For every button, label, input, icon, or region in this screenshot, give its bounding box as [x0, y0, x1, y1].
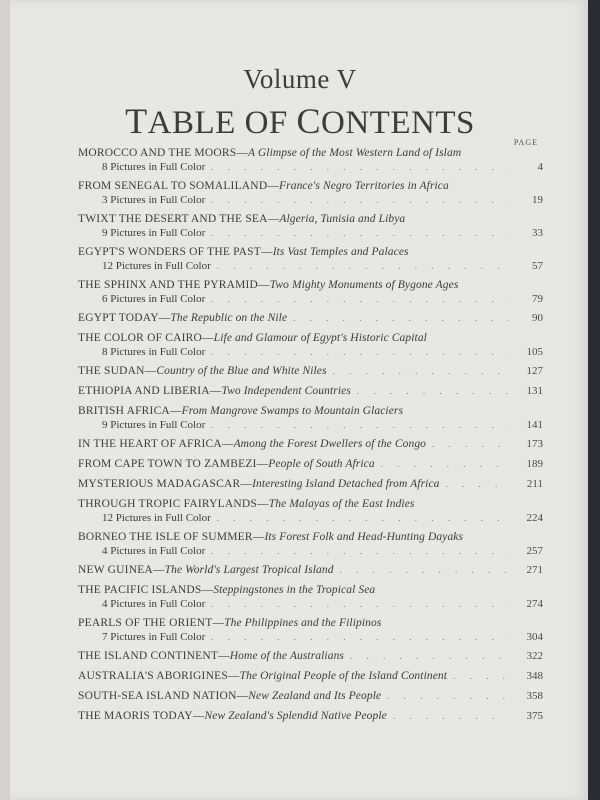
- leader-dots: [333, 364, 509, 378]
- title-initial-c: C: [296, 101, 322, 141]
- leader-dots: [211, 418, 509, 432]
- em-dash: —: [240, 478, 253, 490]
- em-dash: —: [236, 147, 249, 159]
- leader-dots: [211, 226, 509, 240]
- toc-entry: [78, 278, 543, 306]
- chapter-subtitle: Country of the Blue and White Niles: [156, 365, 327, 377]
- chapter-title: THE PACIFIC ISLANDS: [78, 584, 202, 596]
- chapter-title: BORNEO THE ISLE OF SUMMER: [78, 531, 253, 543]
- em-dash: —: [202, 332, 214, 344]
- page-number: 189: [526, 458, 543, 470]
- chapter-title: AUSTRALIA'S ABORIGINES: [78, 670, 228, 682]
- em-dash: —: [192, 710, 205, 722]
- page-number: 257: [526, 545, 543, 557]
- toc-heading-line: [78, 477, 543, 491]
- chapter-title: FROM CAPE TOWN TO ZAMBEZI: [78, 458, 257, 470]
- toc-entry: [78, 384, 543, 398]
- page-number: 19: [532, 194, 543, 206]
- leader-dots: [211, 630, 509, 644]
- chapter-subtitle: Algeria, Tunisia and Libya: [279, 213, 406, 225]
- toc-heading-line: [78, 583, 543, 597]
- toc-entry: [78, 709, 543, 723]
- toc-heading-line: [78, 311, 543, 325]
- chapter-title: THE MAORIS TODAY: [78, 710, 193, 722]
- toc-entry: [78, 563, 543, 577]
- chapter-title: THE SPHINX AND THE PYRAMID: [78, 279, 259, 291]
- toc-pictures-line: [78, 511, 543, 525]
- chapter-title: SOUTH-SEA ISLAND NATION: [78, 690, 237, 702]
- chapter-title: IN THE HEART OF AFRICA: [78, 438, 222, 450]
- page-number: 57: [532, 260, 543, 272]
- toc-heading-line: [78, 649, 543, 663]
- title-part-ontents: ONTENTS: [321, 105, 475, 141]
- page-number: 173: [526, 438, 543, 450]
- page-number: 90: [532, 312, 543, 324]
- chapter-title: MOROCCO AND THE MOORS: [78, 147, 237, 159]
- page-number: 271: [526, 564, 543, 576]
- toc-heading-line: [78, 245, 543, 259]
- chapter-subtitle: Among the Forest Dwellers of the Congo: [233, 438, 427, 450]
- leader-dots: [211, 597, 509, 611]
- leader-dots: [340, 563, 509, 577]
- chapter-subtitle: The Philippines and the Filipinos: [224, 617, 382, 629]
- volume-heading: Volume V: [243, 64, 357, 94]
- page-number: 358: [526, 690, 543, 702]
- chapter-title: ETHIOPIA AND LIBERIA: [78, 385, 210, 397]
- toc-entry: [78, 331, 543, 359]
- page-column-label: PAGE: [513, 138, 538, 147]
- chapter-subtitle: The World's Largest Tropical Island: [164, 564, 334, 576]
- toc-entry: [78, 179, 543, 207]
- toc-heading-line: [78, 616, 543, 630]
- toc-heading-line: [78, 146, 543, 160]
- chapter-subtitle: France's Negro Territories in Africa: [279, 180, 449, 192]
- pictures-note: 7 Pictures in Full Color: [102, 631, 206, 643]
- toc-pictures-line: [78, 345, 543, 359]
- chapter-subtitle: Steppingstones in the Tropical Sea: [213, 584, 376, 596]
- pictures-note: 8 Pictures in Full Color: [102, 161, 206, 173]
- leader-dots: [211, 160, 509, 174]
- page-number: 131: [526, 385, 543, 397]
- chapter-subtitle: The Malayas of the East Indies: [268, 498, 415, 510]
- chapter-subtitle: Life and Glamour of Egypt's Historic Capital: [213, 332, 427, 344]
- pictures-note: 3 Pictures in Full Color: [102, 194, 206, 206]
- em-dash: —: [261, 246, 273, 258]
- page-number: 141: [526, 419, 543, 431]
- toc-pictures-line: [78, 226, 543, 240]
- toc-heading-line: [78, 278, 543, 292]
- pictures-note: 9 Pictures in Full Color: [102, 227, 206, 239]
- page-number: 274: [526, 598, 543, 610]
- leader-dots: [350, 649, 509, 663]
- page-title: [0, 100, 600, 142]
- leader-dots: [393, 709, 509, 723]
- page-number: 79: [532, 293, 543, 305]
- leader-dots: [211, 292, 509, 306]
- page-number: 304: [526, 631, 543, 643]
- toc-entry: [78, 437, 543, 451]
- em-dash: —: [221, 438, 234, 450]
- leader-dots: [453, 669, 509, 683]
- chapter-title: TWIXT THE DESERT AND THE SEA: [78, 213, 268, 225]
- leader-dots: [432, 437, 509, 451]
- pictures-note: 9 Pictures in Full Color: [102, 419, 206, 431]
- chapter-title: EGYPT TODAY: [78, 312, 159, 324]
- em-dash: —: [212, 617, 225, 629]
- page-number: 211: [526, 478, 543, 490]
- pictures-note: 12 Pictures in Full Color: [102, 512, 211, 524]
- em-dash: —: [257, 498, 269, 510]
- toc-heading-line: [78, 709, 543, 723]
- chapter-subtitle: Interesting Island Detached from Africa: [252, 478, 440, 490]
- chapter-subtitle: New Zealand and Its People: [248, 690, 382, 702]
- chapter-subtitle: Its Vast Temples and Palaces: [272, 246, 409, 258]
- toc-heading-line: [78, 384, 543, 398]
- leader-dots: [211, 193, 509, 207]
- table-of-contents: [78, 146, 543, 729]
- em-dash: —: [252, 531, 265, 543]
- toc-heading-line: [78, 331, 543, 345]
- pictures-note: 8 Pictures in Full Color: [102, 346, 206, 358]
- em-dash: —: [209, 385, 222, 397]
- em-dash: —: [218, 650, 230, 662]
- chapter-subtitle: New Zealand's Splendid Native People: [204, 710, 387, 722]
- chapter-subtitle: People of South Africa: [268, 458, 375, 470]
- toc-heading-line: [78, 179, 543, 193]
- leader-dots: [217, 511, 509, 525]
- em-dash: —: [201, 584, 214, 596]
- chapter-title: THE SUDAN: [78, 365, 145, 377]
- leader-dots: [293, 311, 509, 325]
- toc-heading-line: [78, 669, 543, 683]
- leader-dots: [217, 259, 509, 273]
- toc-heading-line: [78, 563, 543, 577]
- title-initial-t: T: [125, 101, 148, 141]
- toc-entry: [78, 477, 543, 491]
- toc-entry: [78, 649, 543, 663]
- leader-dots: [387, 689, 509, 703]
- toc-entry: [78, 669, 543, 683]
- chapter-subtitle: Two Mighty Monuments of Bygone Ages: [269, 279, 459, 291]
- chapter-title: EGYPT'S WONDERS OF THE PAST: [78, 246, 261, 258]
- chapter-title: FROM SENEGAL TO SOMALILAND: [78, 180, 268, 192]
- leader-dots: [211, 345, 509, 359]
- leader-dots: [357, 384, 509, 398]
- pictures-note: 12 Pictures in Full Color: [102, 260, 211, 272]
- toc-heading-line: [78, 437, 543, 451]
- toc-heading-line: [78, 404, 543, 418]
- toc-entry: [78, 616, 543, 644]
- chapter-subtitle: Two Independent Countries: [221, 385, 351, 397]
- pictures-note: 6 Pictures in Full Color: [102, 293, 206, 305]
- toc-entry: [78, 311, 543, 325]
- toc-entry: [78, 245, 543, 273]
- toc-heading-line: [78, 212, 543, 226]
- toc-pictures-line: [78, 630, 543, 644]
- em-dash: —: [169, 405, 182, 417]
- toc-pictures-line: [78, 193, 543, 207]
- pictures-note: 4 Pictures in Full Color: [102, 545, 206, 557]
- toc-entry: [78, 530, 543, 558]
- title-part-able-of: ABLE OF: [147, 105, 297, 141]
- toc-entry: [78, 497, 543, 525]
- toc-heading-line: [78, 530, 543, 544]
- toc-entry: [78, 364, 543, 378]
- toc-pictures-line: [78, 259, 543, 273]
- em-dash: —: [258, 279, 270, 291]
- chapter-subtitle: From Mangrove Swamps to Mountain Glaciers: [181, 405, 404, 417]
- chapter-subtitle: The Republic on the Nile: [170, 312, 288, 324]
- page-number: 322: [526, 650, 543, 662]
- em-dash: —: [236, 690, 249, 702]
- em-dash: —: [144, 365, 157, 377]
- toc-heading-line: [78, 689, 543, 703]
- chapter-subtitle: The Original People of the Island Continent: [239, 670, 448, 682]
- em-dash: —: [227, 670, 240, 682]
- page-number: 375: [526, 710, 543, 722]
- toc-pictures-line: [78, 418, 543, 432]
- toc-entry: [78, 212, 543, 240]
- toc-entry: [78, 404, 543, 432]
- chapter-title: MYSTERIOUS MADAGASCAR: [78, 478, 241, 490]
- em-dash: —: [267, 180, 280, 192]
- toc-entry: [78, 146, 543, 174]
- toc-entry: [78, 689, 543, 703]
- toc-pictures-line: [78, 544, 543, 558]
- em-dash: —: [152, 564, 165, 576]
- toc-pictures-line: [78, 597, 543, 611]
- toc-pictures-line: [78, 160, 543, 174]
- toc-heading-line: [78, 457, 543, 471]
- pictures-note: 4 Pictures in Full Color: [102, 598, 206, 610]
- em-dash: —: [158, 312, 171, 324]
- chapter-title: PEARLS OF THE ORIENT: [78, 617, 213, 629]
- page-number: 127: [526, 365, 543, 377]
- em-dash: —: [267, 213, 280, 225]
- page-number: 105: [526, 346, 543, 358]
- chapter-subtitle: A Glimpse of the Most Western Land of Islam: [248, 147, 462, 159]
- toc-entry: [78, 457, 543, 471]
- page-number: 33: [532, 227, 543, 239]
- toc-entry: [78, 583, 543, 611]
- chapter-title: THE COLOR OF CAIRO: [78, 332, 203, 344]
- toc-heading-line: [78, 364, 543, 378]
- toc-pictures-line: [78, 292, 543, 306]
- chapter-title: THROUGH TROPIC FAIRYLANDS: [78, 498, 258, 510]
- page-number: 348: [526, 670, 543, 682]
- page-number: 4: [537, 161, 543, 173]
- page-number: 224: [526, 512, 543, 524]
- chapter-title: THE ISLAND CONTINENT: [78, 650, 219, 662]
- chapter-subtitle: Home of the Australians: [229, 650, 344, 662]
- leader-dots: [446, 477, 509, 491]
- chapter-subtitle: Its Forest Folk and Head-Hunting Dayaks: [264, 531, 464, 543]
- leader-dots: [381, 457, 509, 471]
- chapter-title: NEW GUINEA: [78, 564, 153, 576]
- toc-heading-line: [78, 497, 543, 511]
- chapter-title: BRITISH AFRICA: [78, 405, 170, 417]
- leader-dots: [211, 544, 509, 558]
- em-dash: —: [256, 458, 269, 470]
